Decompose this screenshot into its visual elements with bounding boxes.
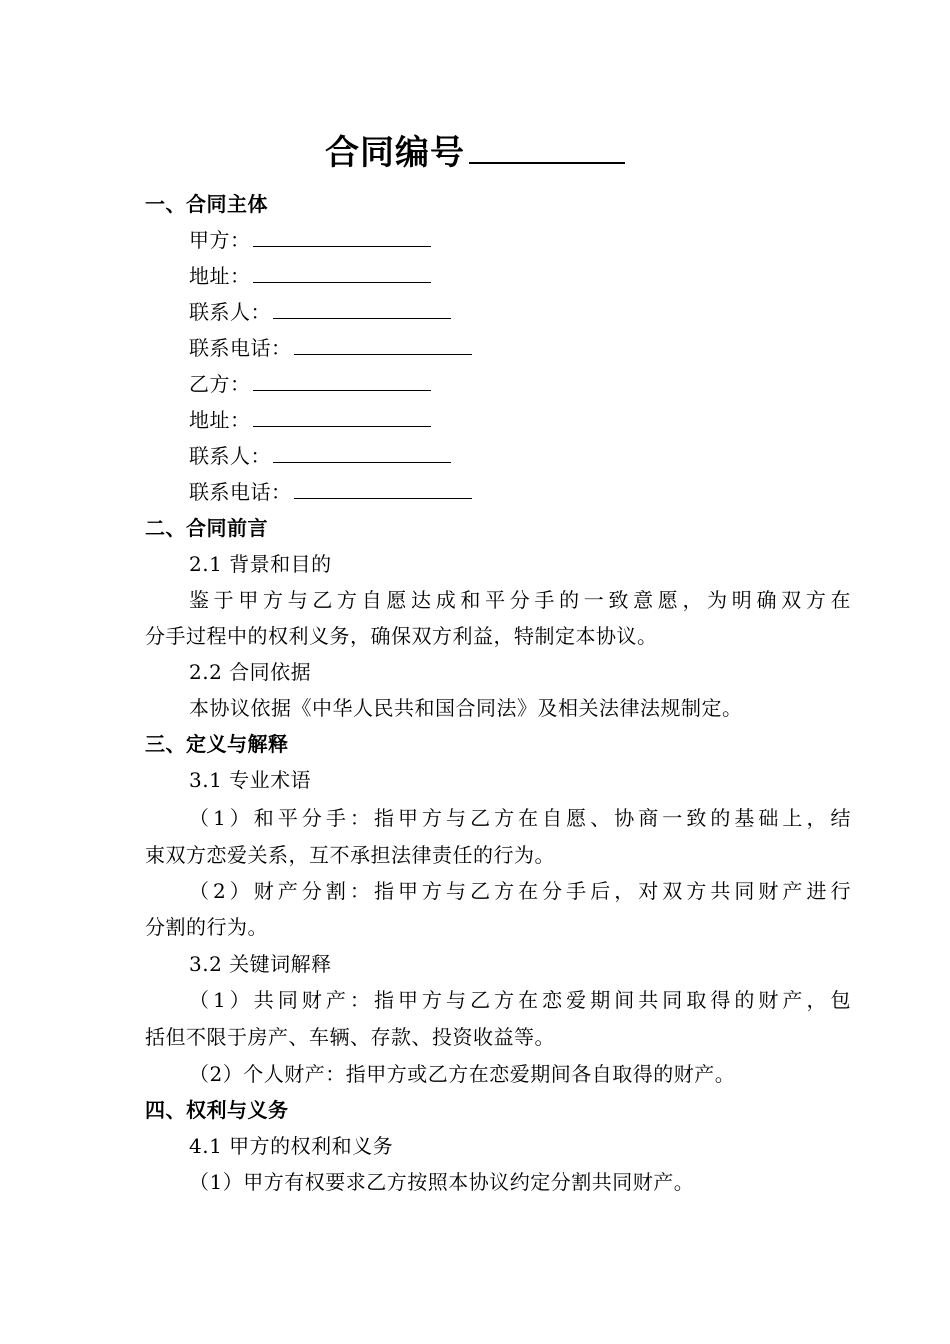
section-heading: 四、权利与义务: [145, 1098, 289, 1122]
paragraph-line: （1）甲方有权要求乙方按照本协议约定分割共同财产。: [189, 1170, 695, 1194]
paragraph-line: （1）和平分手：指甲方与乙方在自愿、协商一致的基础上，结: [189, 806, 851, 830]
fill-blank[interactable]: [253, 368, 431, 391]
party-a-phone-field: [145, 330, 851, 366]
party-b-field: [145, 366, 851, 402]
field-label: 联系电话：: [189, 336, 292, 360]
paragraph-line: 括但不限于房产、车辆、存款、投资收益等。: [145, 1025, 555, 1049]
fill-blank[interactable]: [294, 332, 472, 355]
field-label: 联系人：: [189, 444, 271, 468]
party-b-phone-field: [145, 474, 851, 510]
fill-blank[interactable]: [253, 224, 431, 247]
party-a-address-field: [145, 258, 851, 294]
fill-blank[interactable]: [253, 404, 431, 427]
paragraph-line: （2）财产分割：指甲方与乙方在分手后，对双方共同财产进行: [189, 879, 851, 903]
subsection-title: 3.1 专业术语: [189, 768, 312, 792]
field-label: 地址：: [189, 408, 251, 432]
field-label: 甲方：: [189, 228, 251, 252]
paragraph-line: 本协议依据《中华人民共和国合同法》及相关法律法规制定。: [189, 696, 743, 720]
paragraph-line: 分割的行为。: [145, 915, 268, 939]
paragraph-line: （2）个人财产：指甲方或乙方在恋爱期间各自取得的财产。: [189, 1062, 736, 1086]
party-a-field: [145, 222, 851, 258]
paragraph-line: 分手过程中的权利义务，确保双方利益，特制定本协议。: [145, 624, 658, 648]
subsection-title: 4.1 甲方的权利和义务: [189, 1134, 394, 1158]
paragraph-line: 鉴于甲方与乙方自愿达成和平分手的一致意愿，为明确双方在: [189, 588, 851, 612]
field-label: 地址：: [189, 264, 251, 288]
subsection-title: 2.1 背景和目的: [189, 552, 332, 576]
fill-blank[interactable]: [253, 260, 431, 283]
fill-blank[interactable]: [273, 440, 451, 463]
section-heading: 一、合同主体: [145, 192, 268, 216]
fill-blank[interactable]: [273, 296, 451, 319]
section-heading: 二、合同前言: [145, 516, 268, 540]
contract-number-blank[interactable]: [469, 128, 625, 164]
paragraph-line: （1）共同财产：指甲方与乙方在恋爱期间共同取得的财产，包: [189, 988, 851, 1012]
party-b-address-field: [145, 402, 851, 438]
subsection-title: 2.2 合同依据: [189, 660, 312, 684]
subsection-title: 3.2 关键词解释: [189, 952, 332, 976]
field-label: 联系人：: [189, 300, 271, 324]
section-heading: 三、定义与解释: [145, 732, 289, 756]
party-b-contact-field: [145, 438, 851, 474]
fill-blank[interactable]: [294, 476, 472, 499]
title-text: 合同编号: [325, 133, 465, 173]
contract-number-title: [0, 128, 950, 175]
paragraph-line: 束双方恋爱关系，互不承担法律责任的行为。: [145, 843, 555, 867]
field-label: 乙方：: [189, 372, 251, 396]
party-a-contact-field: [145, 294, 851, 330]
field-label: 联系电话：: [189, 480, 292, 504]
